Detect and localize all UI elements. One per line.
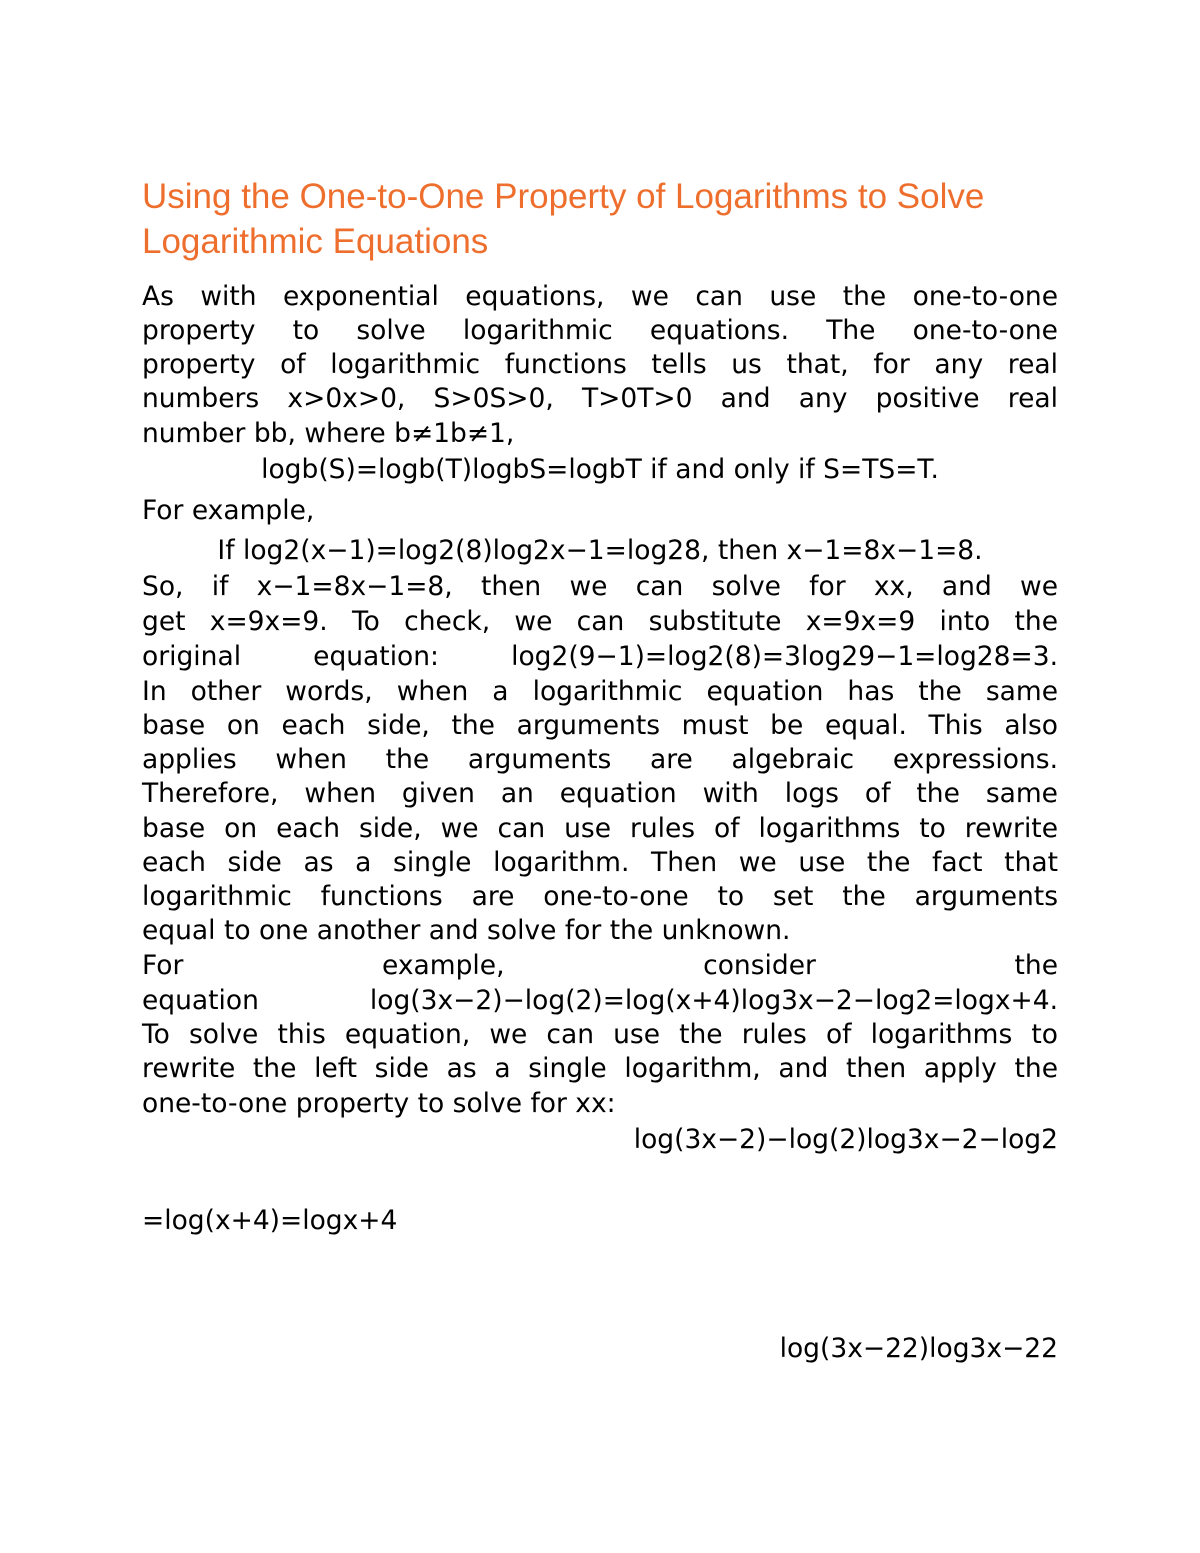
paragraph-line: For example, consider the bbox=[142, 950, 1058, 981]
paragraph-line: number bb, where b≠1b≠1, bbox=[142, 418, 515, 449]
paragraph-line: In other words, when a logarithmic equation has the same bbox=[142, 676, 1058, 707]
page-title: Using the One-to-One Property of Logarithms to Solve Logarithmic Equations bbox=[142, 177, 985, 261]
example-equation: If log2(x−1)=log2(8)log2x−1=log28, then x−1=8x−1=8. bbox=[217, 535, 983, 566]
property-equation: logb(S)=logb(T)logbS=logbT if and only if S=TS=T. bbox=[261, 454, 939, 485]
paragraph-line: get x=9x=9. To check, we can substitute x=9x=9 into the bbox=[142, 606, 1058, 637]
paragraph-line: property to solve logarithmic equations. The one-to-one bbox=[142, 315, 1058, 346]
paragraph-line: numbers x>0x>0, S>0S>0, T>0T>0 and any positive real bbox=[142, 383, 1058, 414]
paragraph-line: property of logarithmic functions tells us that, for any real bbox=[142, 349, 1058, 380]
paragraph-line: one-to-one property to solve for xx: bbox=[142, 1088, 616, 1119]
paragraph-line: original equation: log2(9−1)=log2(8)=3log29−1=log28=3. bbox=[142, 641, 1058, 672]
equation-left-side: log(3x−2)−log(2)log3x−2−log2 bbox=[633, 1124, 1058, 1155]
document-page bbox=[142, 0, 1058, 1553]
equation-fraction: log(3x−22)log3x−22 bbox=[779, 1333, 1058, 1364]
paragraph-line: base on each side, we can use rules of logarithms to rewrite bbox=[142, 813, 1058, 844]
paragraph-line: As with exponential equations, we can use the one-to-one bbox=[142, 281, 1058, 312]
paragraph-line: rewrite the left side as a single logarithm, and then apply the bbox=[142, 1053, 1058, 1084]
paragraph-line: equation log(3x−2)−log(2)=log(x+4)log3x−2−log2=logx+4. bbox=[142, 985, 1058, 1016]
paragraph-line: logarithmic functions are one-to-one to set the arguments bbox=[142, 881, 1058, 912]
paragraph-line: base on each side, the arguments must be equal. This also bbox=[142, 710, 1058, 741]
paragraph-line: Therefore, when given an equation with logs of the same bbox=[142, 778, 1058, 809]
equation-right-side: =log(x+4)=logx+4 bbox=[142, 1205, 398, 1236]
paragraph-line: So, if x−1=8x−1=8, then we can solve for xx, and we bbox=[142, 571, 1058, 602]
paragraph-line: each side as a single logarithm. Then we use the fact that bbox=[142, 847, 1058, 878]
paragraph-line: equal to one another and solve for the unknown. bbox=[142, 915, 791, 946]
paragraph-line: To solve this equation, we can use the rules of logarithms to bbox=[142, 1019, 1058, 1050]
paragraph-line: applies when the arguments are algebraic expressions. bbox=[142, 744, 1058, 775]
paragraph-line: For example, bbox=[142, 495, 315, 526]
